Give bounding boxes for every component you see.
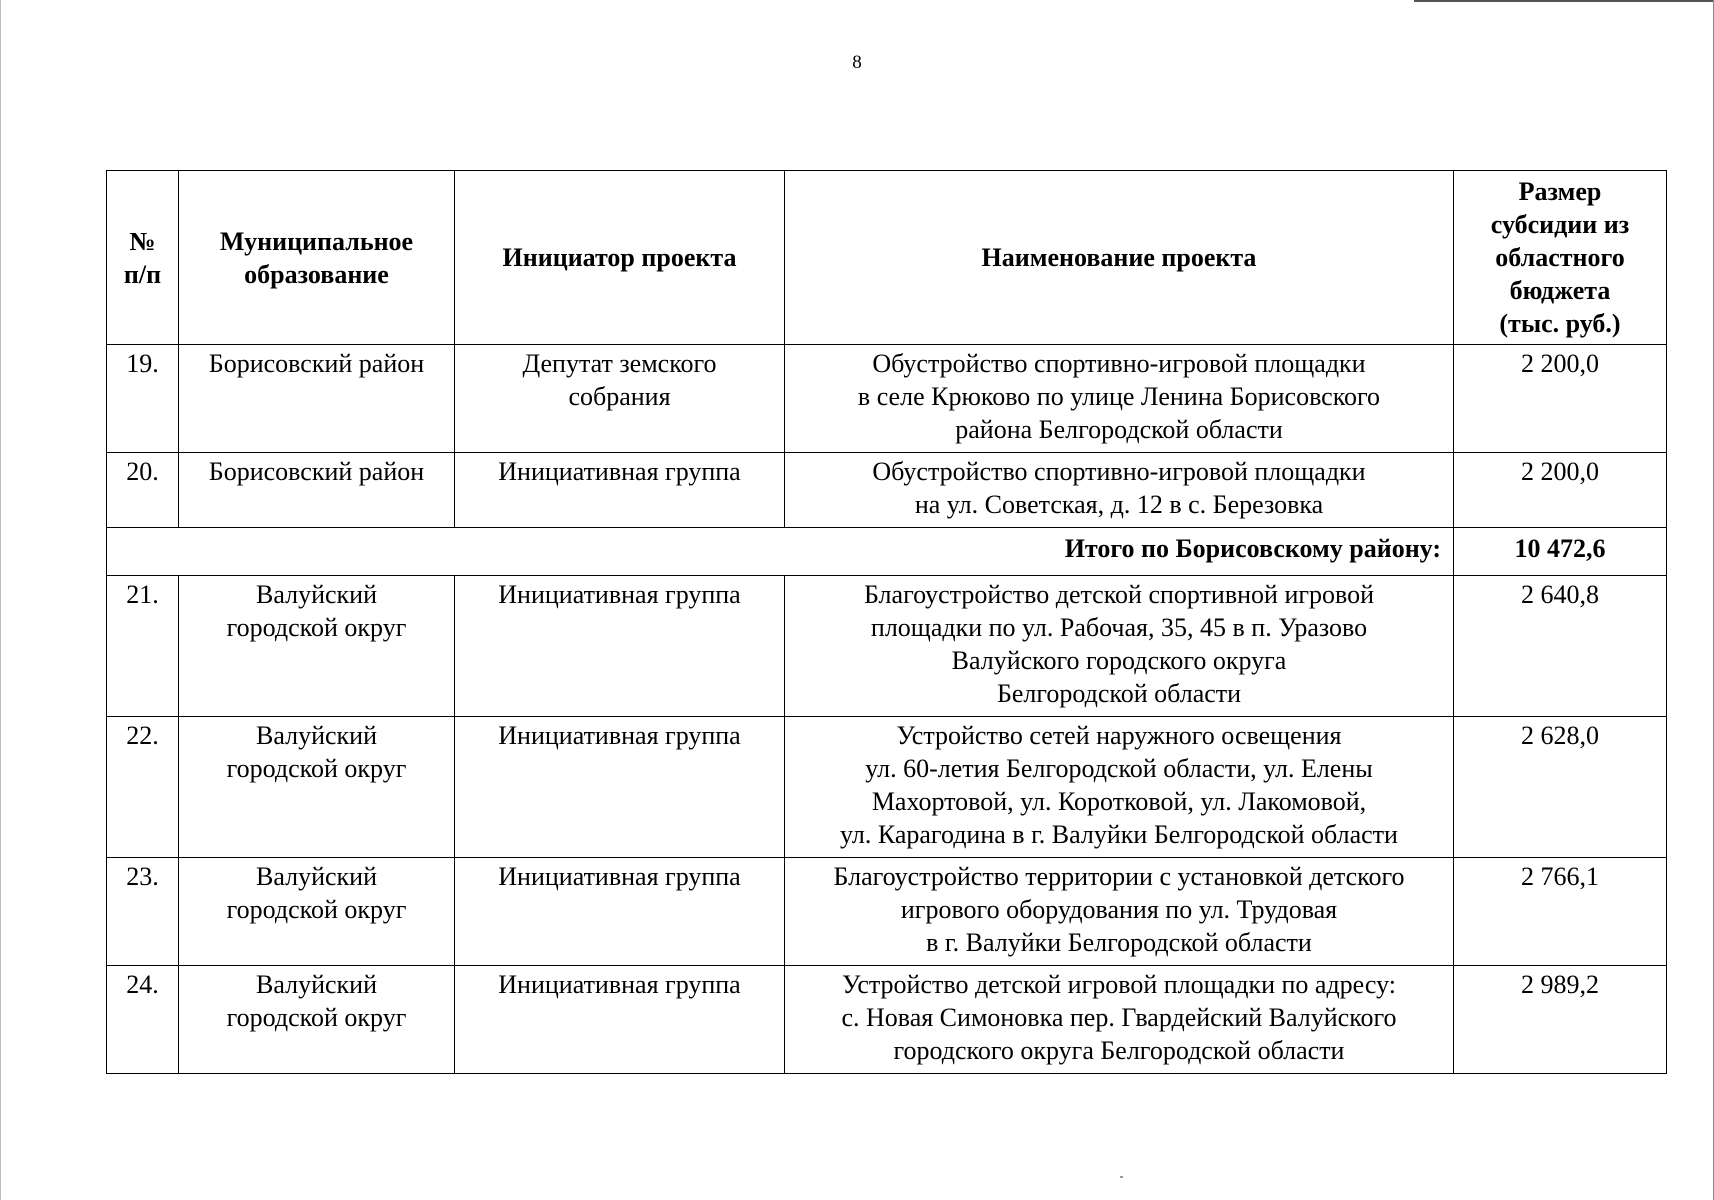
row-subsidy: 2 200,0 — [1454, 345, 1667, 453]
table-row — [107, 717, 1667, 858]
table-header-row — [107, 171, 1667, 345]
scan-edge-top — [1414, 0, 1714, 2]
row-project: Устройство сетей наружного освещения ул. 60-летия Белгородской области, ул. Елены Махортовой, ул. Коротковой, ул. Лакомовой, ул. Карагодина в г. Валуйки Белгородской области — [785, 717, 1454, 858]
table-row — [107, 453, 1667, 528]
row-municipality: Валуйский городской округ — [179, 966, 455, 1074]
header-num: № п/п — [107, 171, 179, 345]
header-initiator: Инициатор проекта — [455, 171, 785, 345]
row-num: 21. — [107, 576, 179, 717]
header-project: Наименование проекта — [785, 171, 1454, 345]
row-num: 22. — [107, 717, 179, 858]
page-number: 8 — [852, 52, 862, 73]
row-subsidy: 2 628,0 — [1454, 717, 1667, 858]
total-label: Итого по Борисовскому району: — [107, 528, 1454, 576]
row-project: Обустройство спортивно-игровой площадки на ул. Советская, д. 12 в с. Березовка — [785, 453, 1454, 528]
total-value: 10 472,6 — [1454, 528, 1667, 576]
row-initiator: Инициативная группа — [455, 966, 785, 1074]
table-row — [107, 576, 1667, 717]
row-num: 20. — [107, 453, 179, 528]
header-subsidy: Размер субсидии из областного бюджета (тыс. руб.) — [1454, 171, 1667, 345]
row-num: 19. — [107, 345, 179, 453]
row-subsidy: 2 640,8 — [1454, 576, 1667, 717]
table-row — [107, 345, 1667, 453]
row-initiator: Инициативная группа — [455, 717, 785, 858]
scan-speck — [1120, 1176, 1123, 1178]
row-subsidy: 2 766,1 — [1454, 858, 1667, 966]
row-project: Благоустройство территории с установкой детского игрового оборудования по ул. Трудовая в г. Валуйки Белгородской области — [785, 858, 1454, 966]
table-row — [107, 858, 1667, 966]
row-initiator: Инициативная группа — [455, 576, 785, 717]
row-municipality: Валуйский городской округ — [179, 576, 455, 717]
row-initiator: Депутат земского собрания — [455, 345, 785, 453]
total-row — [107, 528, 1667, 576]
projects-table — [106, 170, 1667, 1074]
row-project: Благоустройство детской спортивной игровой площадки по ул. Рабочая, 35, 45 в п. Уразово Валуйского городского округа Белгородской области — [785, 576, 1454, 717]
row-municipality: Борисовский район — [179, 453, 455, 528]
row-initiator: Инициативная группа — [455, 453, 785, 528]
scan-edge-left — [0, 0, 1, 1200]
row-municipality: Борисовский район — [179, 345, 455, 453]
row-project: Обустройство спортивно-игровой площадки в селе Крюково по улице Ленина Борисовского района Белгородской области — [785, 345, 1454, 453]
row-num: 24. — [107, 966, 179, 1074]
row-num: 23. — [107, 858, 179, 966]
row-subsidy: 2 989,2 — [1454, 966, 1667, 1074]
table-row — [107, 966, 1667, 1074]
row-project: Устройство детской игровой площадки по адресу: с. Новая Симоновка пер. Гвардейский Валуйского городского округа Белгородской области — [785, 966, 1454, 1074]
row-initiator: Инициативная группа — [455, 858, 785, 966]
row-municipality: Валуйский городской округ — [179, 858, 455, 966]
row-municipality: Валуйский городской округ — [179, 717, 455, 858]
header-municipality: Муниципальное образование — [179, 171, 455, 345]
row-subsidy: 2 200,0 — [1454, 453, 1667, 528]
